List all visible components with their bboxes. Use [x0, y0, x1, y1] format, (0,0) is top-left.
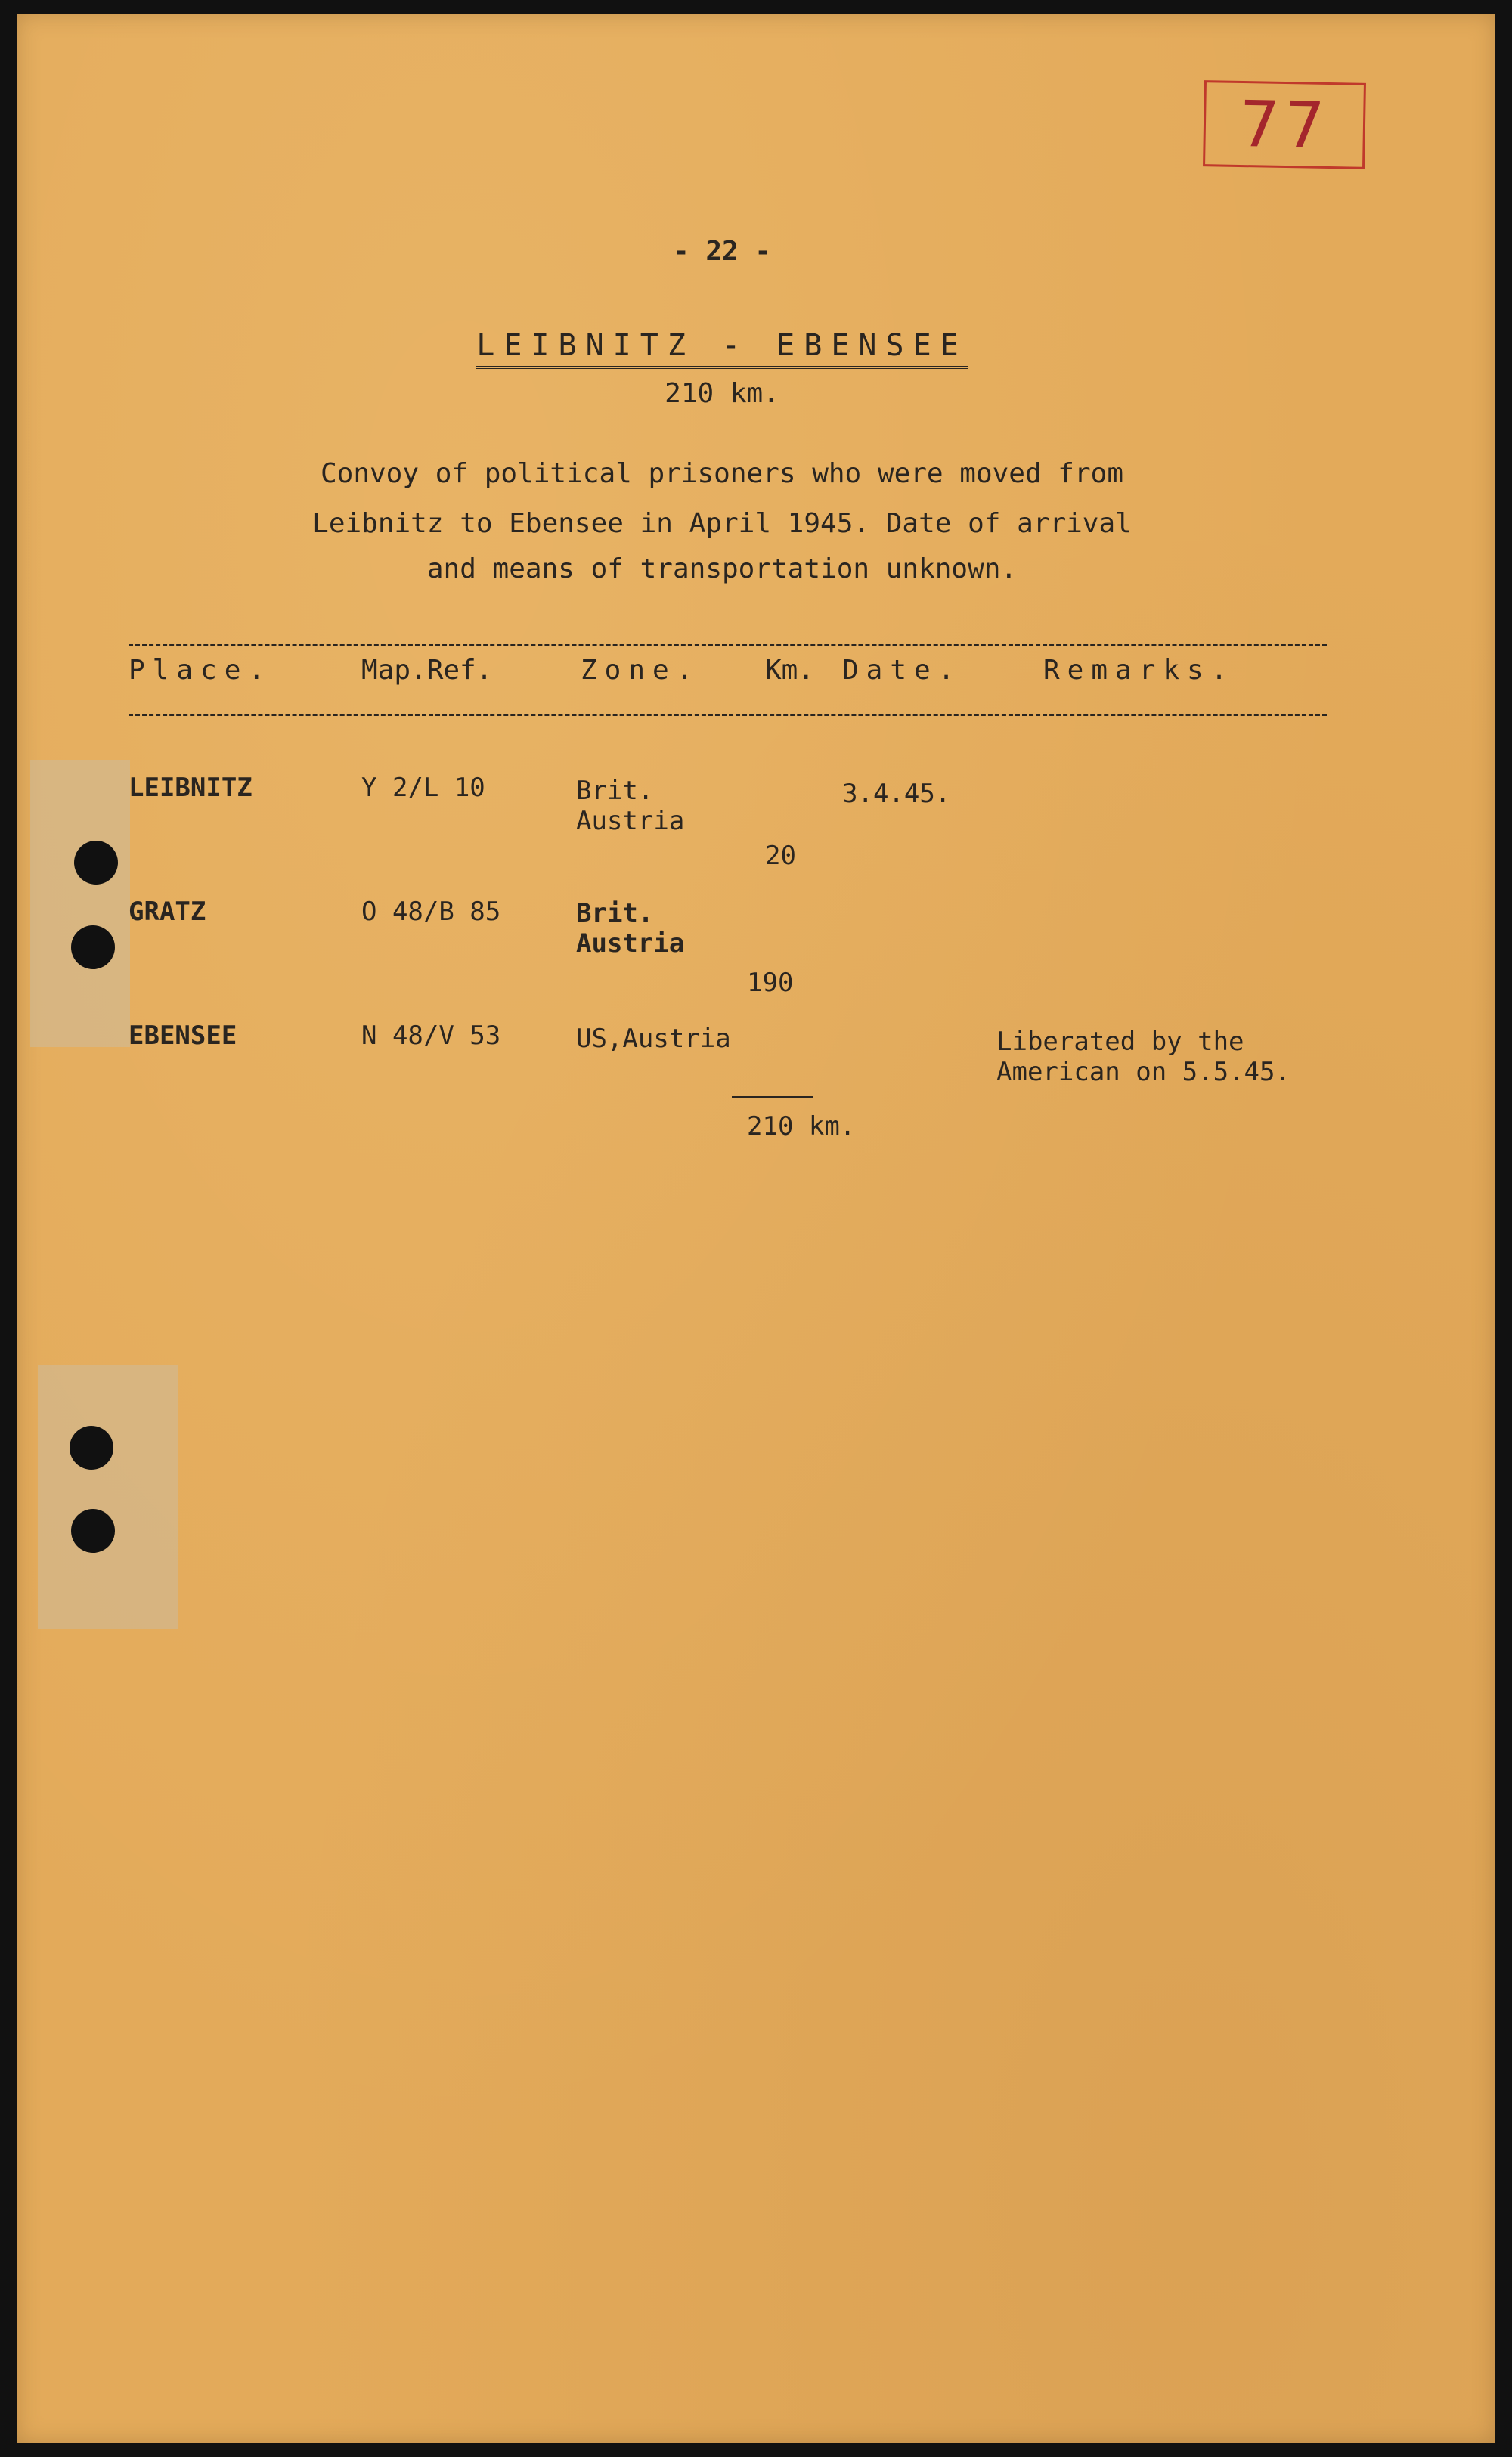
description-line: Leibnitz to Ebensee in April 1945. Date of arrival	[312, 508, 1132, 539]
total-distance: 210 km.	[665, 378, 779, 409]
page-number: - 22 -	[672, 236, 772, 267]
row-place: GRATZ	[129, 897, 206, 927]
table-header-rule	[129, 714, 1327, 716]
punch-patch-lower	[38, 1365, 178, 1629]
description-line: and means of transportation unknown.	[426, 553, 1018, 584]
header-zone: Zone.	[581, 655, 701, 686]
row-map-ref: O 48/B 85	[361, 897, 501, 927]
punch-patch-upper	[30, 760, 130, 1047]
total-km: 210 km.	[747, 1111, 856, 1142]
punch-hole	[71, 925, 115, 969]
description-line: Convoy of political prisoners who were moved from	[320, 458, 1124, 489]
header-place: Place.	[129, 655, 273, 686]
row-place: LEIBNITZ	[129, 773, 253, 803]
row-map-ref: Y 2/L 10	[361, 773, 485, 803]
document-title	[0, 328, 1444, 363]
row-map-ref: N 48/V 53	[361, 1021, 501, 1051]
row-date: 3.4.45.	[842, 779, 951, 809]
header-date: Date.	[842, 655, 962, 686]
punch-hole	[71, 1509, 115, 1553]
title-text: LEIBNITZ - EBENSEE	[476, 328, 967, 369]
row-remarks: Liberated by the	[996, 1027, 1244, 1057]
leg-km: 20	[765, 841, 796, 871]
row-zone: Brit.	[576, 776, 654, 806]
row-place: EBENSEE	[129, 1021, 237, 1051]
header-map-ref: Map.Ref.	[361, 655, 493, 686]
punch-hole	[70, 1426, 113, 1470]
punch-hole	[74, 841, 118, 885]
row-zone: US,Austria	[576, 1024, 731, 1054]
table-top-rule	[129, 644, 1327, 646]
header-remarks: Remarks.	[1043, 655, 1235, 686]
row-zone: Austria	[576, 806, 685, 836]
leg-km: 190	[747, 968, 794, 998]
header-km: Km.	[765, 655, 815, 686]
row-zone: Austria	[576, 928, 685, 959]
total-rule	[732, 1096, 813, 1098]
row-zone: Brit.	[576, 898, 654, 928]
row-remarks: American on 5.5.45.	[996, 1057, 1290, 1087]
archive-stamp-number: 77	[1203, 80, 1366, 169]
